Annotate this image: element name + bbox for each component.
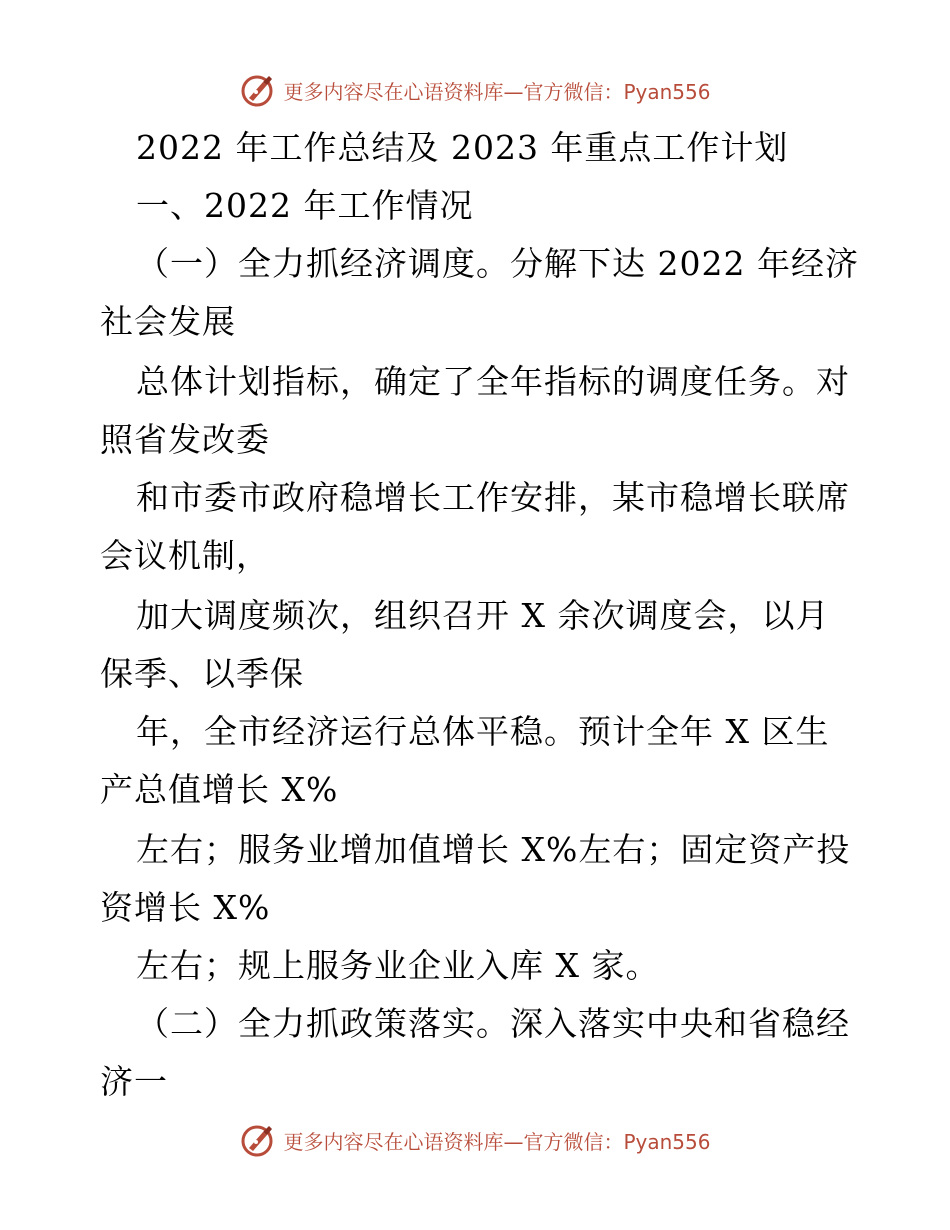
- paragraph-line: 济一: [100, 1062, 168, 1101]
- paragraph-line: 会议机制，: [100, 536, 270, 575]
- paragraph-line: 加大调度频次，组织召开 X 余次调度会，以月: [136, 596, 830, 635]
- pen-seal-icon: [239, 1122, 277, 1158]
- paragraph-line: 总体计划指标，确定了全年指标的调度任务。对: [136, 362, 850, 401]
- paragraph-line: 产总值增长 X%: [100, 770, 339, 809]
- paragraph-line: 左右；服务业增加值增长 X%左右；固定资产投: [136, 830, 851, 869]
- paragraph-line: （一）全力抓经济调度。分解下达 2022 年经济: [136, 244, 859, 283]
- section-heading: 一、2022 年工作情况: [136, 186, 474, 225]
- paragraph-line: 社会发展: [100, 302, 236, 341]
- paragraph-line: 保季、以季保: [100, 654, 304, 693]
- footer-watermark-text: 更多内容尽在心语资料库—官方微信：Pyan556: [283, 1129, 711, 1154]
- paragraph-line: （二）全力抓政策落实。深入落实中央和省稳经: [136, 1004, 850, 1043]
- paragraph-line: 资增长 X%: [100, 888, 271, 927]
- paragraph-line: 左右；规上服务业企业入库 X 家。: [136, 946, 660, 985]
- pen-seal-icon: [239, 72, 277, 108]
- paragraph-line: 照省发改委: [100, 420, 270, 459]
- document-title: 2022 年工作总结及 2023 年重点工作计划: [136, 128, 789, 167]
- header-watermark-banner: [0, 70, 950, 110]
- paragraph-line: 年，全市经济运行总体平稳。预计全年 X 区生: [136, 712, 830, 751]
- paragraph-line: 和市委市政府稳增长工作安排，某市稳增长联席: [136, 478, 850, 517]
- header-watermark-text: 更多内容尽在心语资料库—官方微信：Pyan556: [283, 79, 711, 104]
- footer-watermark-banner: [0, 1120, 950, 1160]
